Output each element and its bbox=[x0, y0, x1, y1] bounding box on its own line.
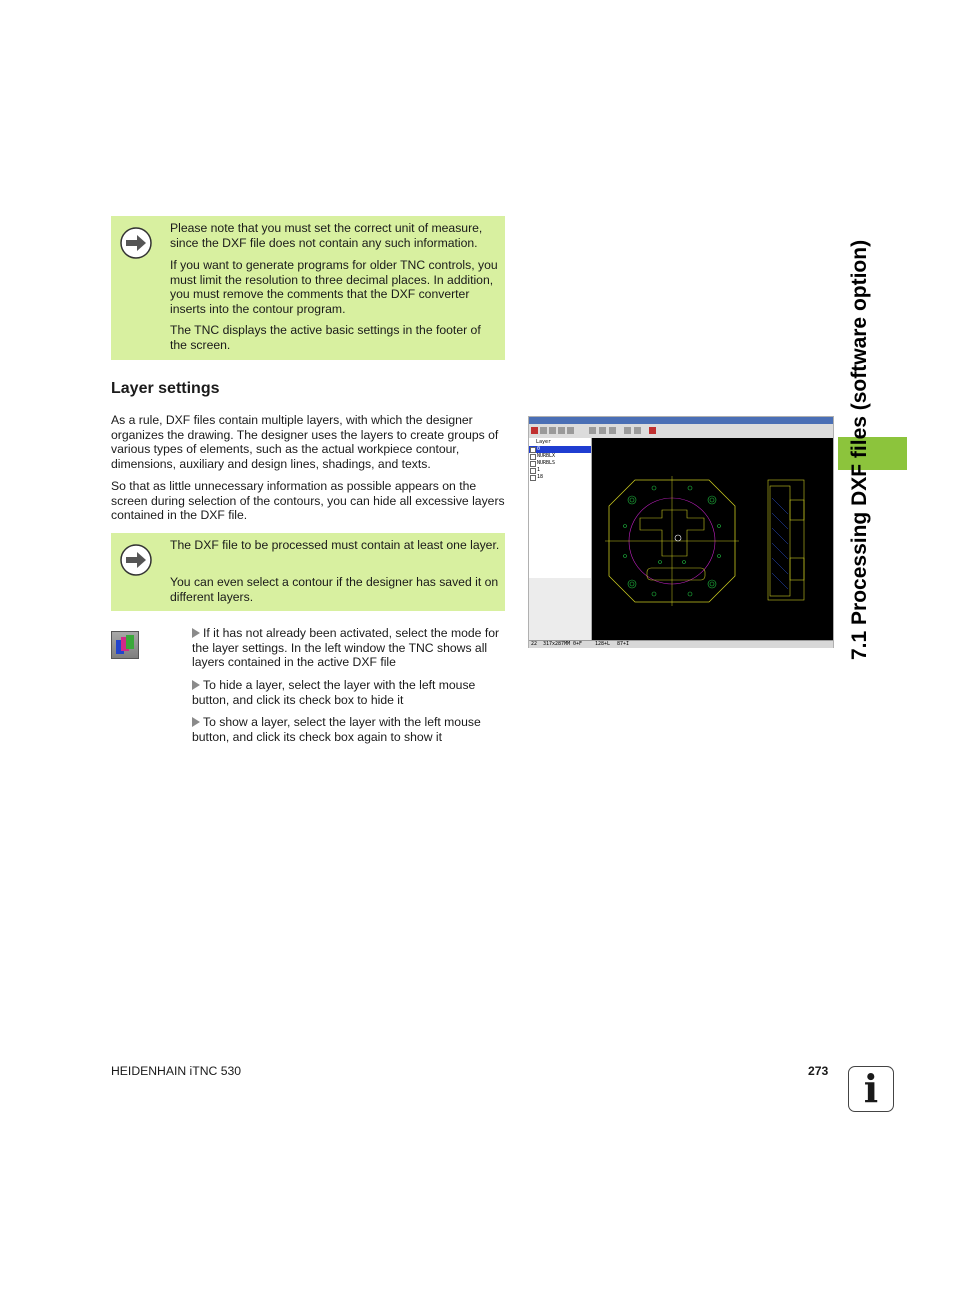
layer-item: 1 bbox=[529, 467, 591, 474]
note-paragraph: The TNC displays the active basic settings in the footer of the screen. bbox=[170, 323, 481, 352]
note-paragraph: If you want to generate programs for older TNC controls, you must limit the resolution to three decimal places. In addition, you must remove the comments that the DXF converter inserts into the contour program. bbox=[170, 258, 498, 316]
note-box-unit bbox=[111, 216, 505, 360]
triangle-bullet-icon bbox=[192, 628, 200, 638]
note-paragraph: The DXF file to be processed must contain at least one layer. bbox=[170, 538, 500, 552]
note-paragraph: You can even select a contour if the designer has saved it on different layers. bbox=[170, 575, 499, 604]
body-paragraph: So that as little unnecessary information as possible appears on the screen during selection of the contours, you can hide all excessive layers contained in the DXF file. bbox=[111, 479, 505, 522]
layer-item: 18 bbox=[529, 474, 591, 481]
note-box-layers bbox=[111, 533, 505, 611]
layer-checkbox bbox=[530, 475, 536, 481]
arrow-right-icon bbox=[119, 226, 153, 260]
step-item: To show a layer, select the layer with the left mouse button, and click its check box again to show it bbox=[192, 715, 481, 744]
status-field: 87+I bbox=[617, 641, 630, 647]
step-item: To hide a layer, select the layer with the left mouse button, and click its check box to hide it bbox=[192, 678, 476, 707]
info-icon: i bbox=[848, 1066, 894, 1112]
arrow-right-icon bbox=[119, 543, 153, 577]
toolbar-button bbox=[609, 427, 616, 434]
footer-product: HEIDENHAIN iTNC 530 bbox=[111, 1064, 242, 1078]
note-paragraph: Please note that you must set the correct unit of measure, since the DXF file does not contain any such information. bbox=[170, 221, 483, 250]
step-item: If it has not already been activated, select the mode for the layer settings. In the left window the TNC shows all layers contained in the active DXF file bbox=[192, 626, 500, 669]
toolbar-button bbox=[558, 427, 565, 434]
triangle-bullet-icon bbox=[192, 680, 200, 690]
drawing-canvas bbox=[592, 438, 833, 640]
layer-settings-icon[interactable] bbox=[111, 631, 139, 659]
page-number: 273 bbox=[808, 1064, 829, 1078]
screenshot-titlebar bbox=[529, 417, 833, 424]
screenshot-toolbar bbox=[529, 424, 833, 439]
layer-list-empty-area bbox=[529, 578, 592, 640]
toolbar-button bbox=[634, 427, 641, 434]
toolbar-button bbox=[549, 427, 556, 434]
layer-list-pane bbox=[529, 438, 592, 578]
toolbar-button bbox=[624, 427, 631, 434]
layer-item: 0 bbox=[529, 446, 591, 453]
screenshot-statusbar bbox=[529, 640, 833, 648]
layer-item: NURBLX bbox=[529, 453, 591, 460]
status-field: 0+F bbox=[573, 641, 583, 647]
status-field: 22 bbox=[531, 641, 538, 647]
toolbar-button bbox=[589, 427, 596, 434]
toolbar-button bbox=[649, 427, 656, 434]
status-field: 128+L bbox=[595, 641, 611, 647]
section-heading: Layer settings bbox=[111, 380, 220, 397]
toolbar-button bbox=[540, 427, 547, 434]
triangle-bullet-icon bbox=[192, 717, 200, 727]
layer-list-header: Layer bbox=[536, 439, 552, 445]
toolbar-button bbox=[599, 427, 606, 434]
toolbar-button bbox=[531, 427, 538, 434]
chapter-title: 7.1 Processing DXF files (software option) bbox=[848, 239, 871, 660]
layer-item: NURBLS bbox=[529, 460, 591, 467]
dxf-converter-screenshot bbox=[528, 416, 834, 648]
status-field: 317x287MM bbox=[543, 641, 571, 647]
body-paragraph: As a rule, DXF files contain multiple layers, with which the designer organizes the drawing. The designer uses the layers to create groups of various types of elements, such as the actual workpiece contour, dimensions, auxiliary and design lines, shadings, and texts. bbox=[111, 413, 499, 471]
toolbar-button bbox=[567, 427, 574, 434]
